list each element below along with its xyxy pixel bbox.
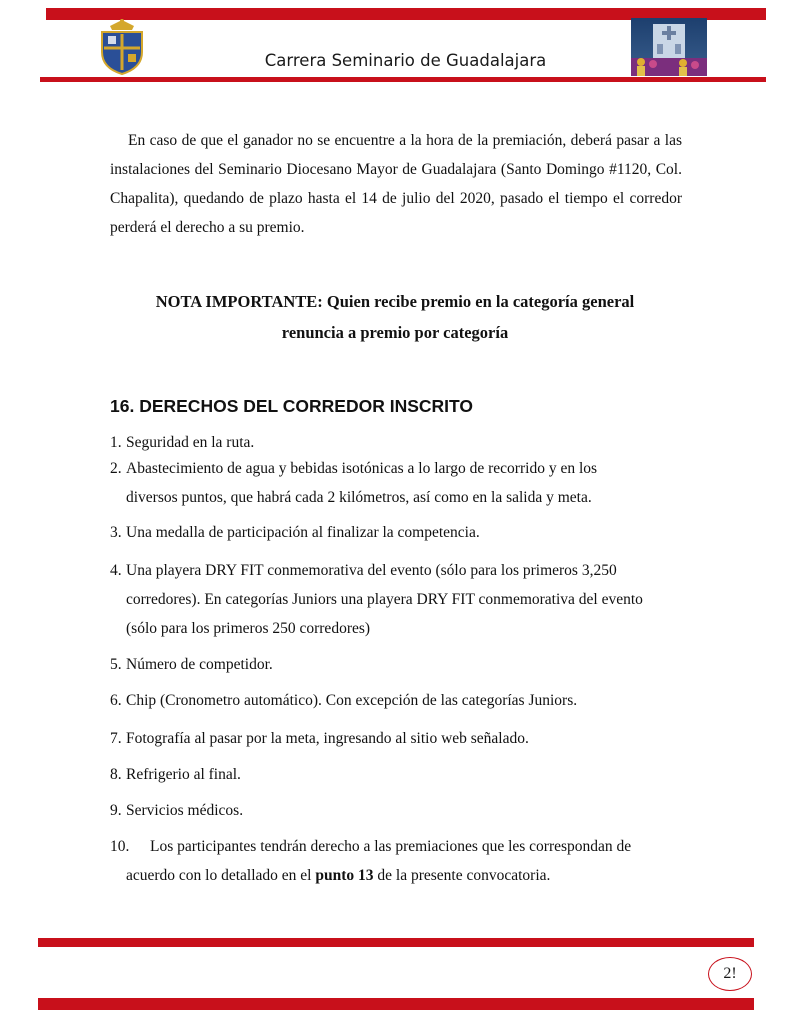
list-item: 1. Seguridad en la ruta. bbox=[110, 434, 255, 451]
header-title: Carrera Seminario de Guadalajara bbox=[264, 51, 547, 70]
list-item: 6. Chip (Cronometro automático). Con excepción de las categorías Juniors. bbox=[110, 692, 578, 709]
seminary-building-image bbox=[631, 18, 707, 76]
list-item: 5. Número de competidor. bbox=[110, 656, 273, 673]
list-item: 7. Fotografía al pasar por la meta, ingresando al sitio web señalado. bbox=[110, 730, 529, 747]
list-item: 3. Una medalla de participación al finalizar la competencia. bbox=[110, 524, 480, 541]
section-heading: 16. DERECHOS DEL CORREDOR INSCRITO bbox=[110, 396, 474, 416]
header-bottom-rule bbox=[40, 77, 766, 82]
list-item: 8. Refrigerio al final. bbox=[110, 766, 241, 783]
important-note-line2: renuncia a premio por categoría bbox=[281, 323, 509, 342]
footer-bottom-bar bbox=[38, 998, 754, 1010]
important-note-line1: NOTA IMPORTANTE: Quien recibe premio en la categoría general bbox=[155, 292, 635, 311]
list-item: 10. Los participantes tendrán derecho a las premiaciones que les correspondan de acuerdo con lo detallado en el punto 13 de la presente convocatoria. bbox=[110, 838, 632, 884]
page-number: 2! bbox=[708, 957, 752, 991]
footer-top-bar bbox=[38, 938, 754, 947]
list-item: 9. Servicios médicos. bbox=[110, 802, 244, 819]
list-item: 2. Abastecimiento de agua y bebidas isotónicas a lo largo de recorrido y en los diversos puntos, que habrá cada 2 kilómetros, así como en la salida y meta. bbox=[110, 460, 598, 506]
point-13-reference: punto 13 bbox=[315, 867, 374, 884]
intro-paragraph: En caso de que el ganador no se encuentre a la hora de la premiación, deberá pasar a las instalaciones del Seminario Diocesano Mayor de Guadalajara (Santo Domingo #1120, Col. Chapalita), quedando de plazo hasta el 14 de julio del 2020, pasado el tiempo el corredor perderá el derecho a su premio. bbox=[110, 132, 682, 236]
important-note bbox=[100, 286, 690, 348]
list-item: 4. Una playera DRY FIT conmemorativa del evento (sólo para los primeros 3,250 corredores). En categorías Juniors una playera DRY FIT conmemorativa del evento (sólo para los primeros 250 corredores) bbox=[110, 562, 643, 637]
